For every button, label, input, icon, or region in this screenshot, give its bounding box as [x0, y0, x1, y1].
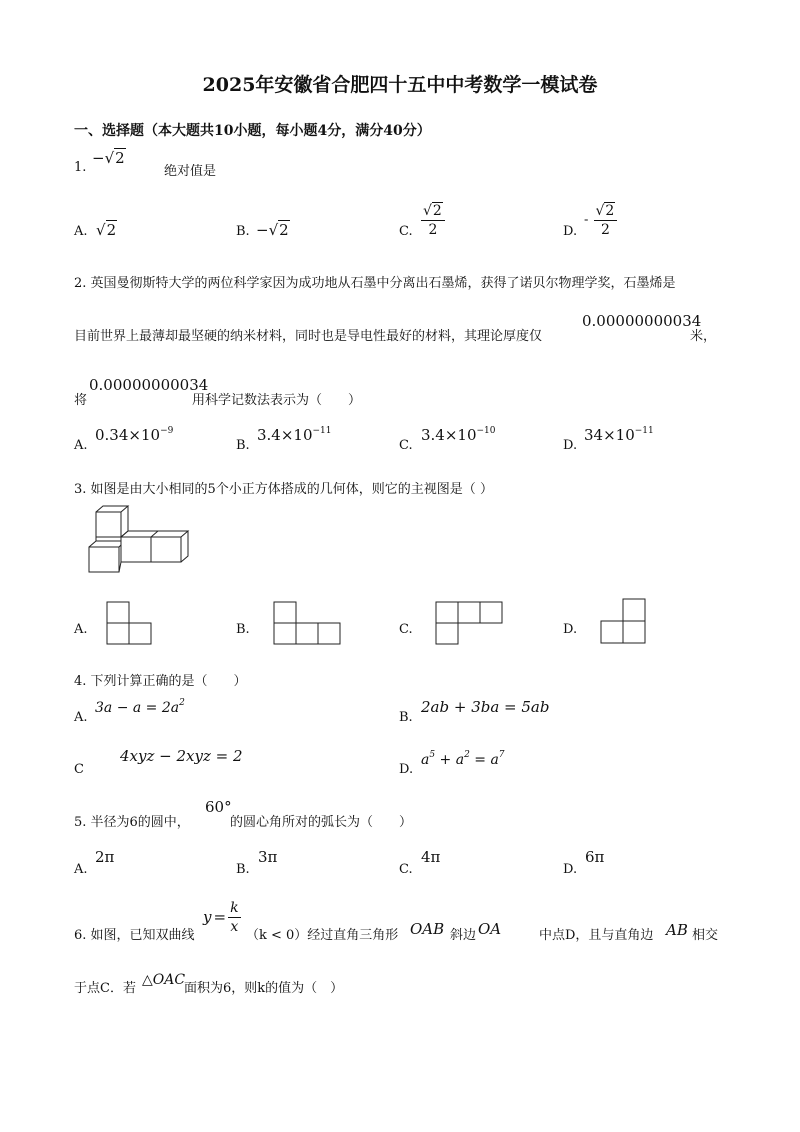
q3-option-b-label[interactable]: B. [236, 622, 250, 637]
q1-c-radicand: 2 [432, 203, 442, 219]
q1-c-denominator: 2 [428, 222, 438, 238]
q2-value: 0.00000000034 [582, 312, 702, 330]
q6-post: 相交 [692, 928, 719, 943]
q3-solid-figure [86, 505, 191, 577]
sqrt-symbol: √ [104, 149, 115, 167]
q6-line2-pre: 于点C．若 [74, 981, 136, 996]
q1-option-a-label[interactable]: A. [74, 224, 88, 239]
q4-option-d-label[interactable]: D. [399, 762, 414, 777]
cube-face [96, 512, 121, 537]
q1-expression [92, 148, 126, 167]
q1-option-b[interactable] [256, 220, 290, 239]
cube-face [89, 547, 119, 572]
q1-minus: − [92, 149, 105, 167]
q5-option-c-label[interactable]: C. [399, 862, 413, 877]
q2-option-c-label[interactable]: C. [399, 438, 413, 453]
q2-unit: 米， [690, 329, 717, 344]
q4-d-exp1: 5 [429, 750, 436, 760]
q6-line2-post: 面积为6，则k的值为（ ） [184, 981, 344, 996]
cube-face [121, 537, 151, 562]
q1-option-c-label[interactable]: C. [399, 224, 413, 239]
q6-oa: OA [478, 920, 502, 938]
q1-d-minus: - [584, 212, 589, 228]
q5-text-post: 的圆心角所对的弧长为（ ） [230, 815, 413, 830]
sqrt-symbol: √ [595, 203, 605, 219]
q4-text: 4. 下列计算正确的是（ ） [74, 674, 247, 689]
q4-option-b-label[interactable]: B. [399, 710, 413, 725]
section-heading: 一、选择题（本大题共10小题，每小题4分，满分40分） [74, 123, 431, 139]
q4-option-b[interactable]: 2ab + 3ba = 5ab [421, 698, 550, 716]
q4-option-a-label[interactable]: A. [74, 710, 88, 725]
q3-option-a-figure[interactable] [105, 600, 153, 646]
q4-a-exponent: 2 [179, 698, 185, 708]
q2-d-exponent: −11 [634, 426, 654, 436]
q1-text: 绝对值是 [164, 164, 217, 179]
q4-d-exp2: 2 [464, 750, 470, 760]
q5-angle: 60° [205, 798, 232, 816]
q4-option-d[interactable] [421, 750, 505, 768]
q6-y: y [203, 908, 212, 926]
q6-x: x [230, 919, 239, 935]
q2-a-exponent: −9 [160, 426, 174, 436]
q1-option-c[interactable] [421, 202, 445, 238]
q4-option-c-label[interactable]: C [74, 762, 84, 777]
q1-a-radicand: 2 [106, 221, 117, 239]
sqrt-symbol: √ [423, 203, 432, 219]
q3-option-b-figure[interactable] [272, 600, 342, 646]
q2-option-a[interactable] [95, 426, 173, 444]
q2-line1: 2. 英国曼彻斯特大学的两位科学家因为成功地从石墨中分离出石墨烯，获得了诺贝尔物理学奖，石墨烯是 [74, 276, 676, 291]
q6-condition: （k < 0）经过直角三角形 [246, 928, 399, 943]
q2-b-base: 3.4×10 [257, 426, 313, 444]
q4-d-term2: + a [435, 752, 465, 768]
q6-mid1: 斜边 [450, 928, 477, 943]
q1-number: 1. [74, 160, 87, 175]
q4-d-term3: = a [469, 752, 499, 768]
q2-option-d[interactable] [584, 426, 654, 444]
q4-option-c[interactable]: 4xyz − 2xyz = 2 [120, 747, 243, 765]
q1-b-radicand: 2 [279, 221, 289, 239]
q2-option-d-label[interactable]: D. [563, 438, 578, 453]
q3-option-d-figure[interactable] [599, 597, 647, 645]
q2-option-c[interactable] [421, 426, 496, 444]
q4-d-term1: a [421, 752, 430, 768]
sqrt-symbol: √ [268, 221, 279, 239]
q1-radicand: 2 [115, 149, 125, 167]
q2-d-base: 34×10 [584, 426, 635, 444]
q5-option-d-label[interactable]: D. [563, 862, 578, 877]
q3-option-a-label[interactable]: A. [74, 622, 88, 637]
page-title: 2025年安徽省合肥四十五中中考数学一模试卷 [202, 74, 598, 96]
q6-text-pre: 6. 如图，已知双曲线 [74, 928, 195, 943]
q6-equals: = [213, 908, 227, 926]
q1-option-a[interactable] [96, 220, 117, 239]
q2-option-b-label[interactable]: B. [236, 438, 250, 453]
cube-top [96, 506, 128, 512]
q5-option-d[interactable]: 6π [585, 848, 605, 866]
q3-option-c-label[interactable]: C. [399, 622, 413, 637]
q6-oab: OAB [410, 920, 445, 938]
q1-option-d-label[interactable]: D. [563, 224, 578, 239]
q5-option-b[interactable]: 3π [258, 848, 278, 866]
q2-b-exponent: −11 [312, 426, 332, 436]
q5-option-b-label[interactable]: B. [236, 862, 250, 877]
q2-c-base: 3.4×10 [421, 426, 477, 444]
q1-d-radicand: 2 [605, 203, 615, 219]
q2-value-repeat: 0.00000000034 [89, 376, 209, 394]
q2-line3-pre: 将 [74, 393, 88, 408]
q6-triangle: △OAC [142, 972, 186, 988]
q4-option-a[interactable] [95, 698, 185, 716]
q6-hyperbola-formula [203, 900, 241, 935]
q3-option-d-label[interactable]: D. [563, 622, 578, 637]
q2-a-base: 0.34×10 [95, 426, 161, 444]
q4-d-exp3: 7 [498, 750, 505, 760]
q2-line3-post: 用科学记数法表示为（ ） [192, 393, 362, 408]
q5-option-a[interactable]: 2π [95, 848, 115, 866]
q2-option-a-label[interactable]: A. [74, 438, 88, 453]
q6-ab: AB [666, 921, 688, 939]
q6-mid2: 中点D，且与直角边 [539, 928, 654, 943]
q1-b-minus: − [256, 221, 269, 239]
cube-face [151, 537, 181, 562]
q6-k: k [230, 900, 239, 916]
q1-d-denominator: 2 [600, 222, 610, 238]
q4-a-expr: 3a − a = 2a [95, 700, 180, 716]
q2-line2: 目前世界上最薄却最坚硬的纳米材料，同时也是导电性最好的材料，其理论厚度仅 [74, 329, 543, 344]
q1-option-b-label[interactable]: B. [236, 224, 250, 239]
q3-option-c-figure[interactable] [434, 600, 504, 646]
q1-option-d[interactable] [584, 202, 617, 238]
q3-text: 3. 如图是由大小相同的5个小正方体搭成的几何体，则它的主视图是（ ） [74, 482, 493, 497]
sqrt-symbol: √ [96, 221, 106, 239]
cube-top [89, 541, 121, 547]
q5-option-c[interactable]: 4π [421, 848, 441, 866]
q2-option-b[interactable] [257, 426, 332, 444]
q5-option-a-label[interactable]: A. [74, 862, 88, 877]
q5-text-pre: 5. 半径为6的圆中， [74, 815, 190, 830]
q2-c-exponent: −10 [476, 426, 496, 436]
